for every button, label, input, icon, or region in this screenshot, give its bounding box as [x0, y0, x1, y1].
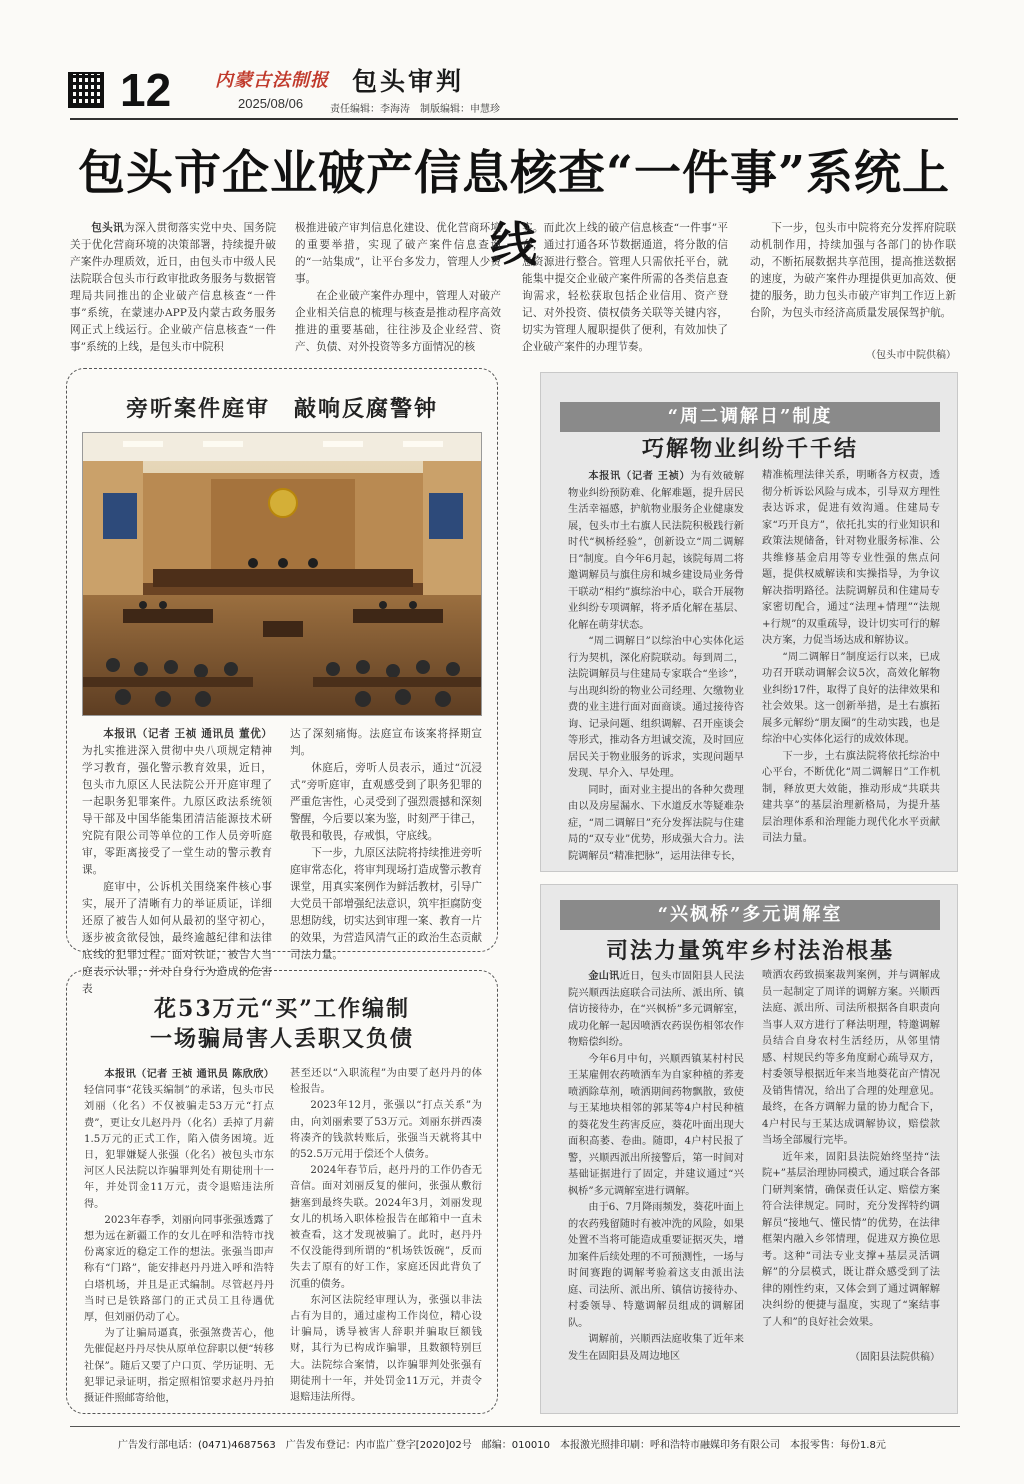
- section-title: 包头审判: [352, 67, 465, 96]
- paragraph: 今年6月中旬，兴顺西镇某村村民王某雇佣农药喷洒车为自家种植的荞麦喷洒除草剂，喷洒期间药物飘散，致使与王某地块相邻的郭某等4户村民种植的葵花发生药害反应，葵花叶面出现大面积高萎、卷曲。随即，4户村民报了警，兴顺西派出所接警后，第一时间对基础证据进行了固定，并建议通过“兴枫桥”多元调解室进行调解。: [568, 1053, 744, 1197]
- paragraph: 近年来，固阳县法院始终坚持“法院+”基层治理协同模式，通过联合各部门研判案情，确保责任认定、赔偿方案符合法律规定。同时，充分发挥特约调解员“接地气、懂民情”的优势，在法律框架内融入乡邻情理，促进双方换位思考。这种“司法专业支撑+基层灵活调解”的分层模式，既让群众感受到了法律的刚性约束，又体会到了通过调解解决纠纷的便捷与温度，实现了“案结事了人和”的良好社会效果。: [762, 1151, 940, 1328]
- lead-dateline: 包头讯: [91, 222, 124, 234]
- paragraph: 下一步，包头市中院将充分发挥府院联动机制作用，持续加强与各部门的协作联动，不断拓展数据共享范围，提高推送数据的速度，为破产案件办理提供更加高效、便捷的服务，助力包头市破产审判工作迈上新台阶，为包头市经济高质量发展保驾护航。: [750, 222, 956, 319]
- story2-col-left: [82, 726, 272, 998]
- courtroom-illustration: [83, 433, 482, 716]
- paragraph: 由于6、7月降雨频发，葵花叶面上的农药残留随时有被冲洗的风险，如果处置不当将可能造成重要证据灭失，增加案件后续处理的不可预测性，一场与时间赛跑的调解考验着这支由派出法庭、司法所、派出所、镇信访接待办、村委领导、特邀调解员组成的调解团队。: [568, 1202, 744, 1329]
- story4-kicker: “周二调解日”制度: [560, 402, 940, 432]
- issue-date: 2025/08/06: [238, 96, 304, 111]
- paragraph: 庭审中，公诉机关围绕案件核心事实，展开了清晰有力的举证质证，详细还原了被告人如何从最初的坚守初心，逐步被贪欲侵蚀，最终逾越纪律和法律底线的犯罪过程。面对铁证，被告人当庭表示认罪，并对自身行为造成的危害表: [82, 881, 272, 995]
- story4-dateline: 本报讯（记者 王祯）: [588, 470, 691, 482]
- paragraph: 精准梳理法律关系，明晰各方权责，透彻分析诉讼风险与成本，引导双方理性表达诉求，促进有效沟通。住建局专家“巧开良方”，依托扎实的行业知识和政策法规储备，针对物业服务标准、公共维修基金启用等专业性强的焦点问题，提供权威解读和实操指导，为争议解决指明路径。法院调解员和住建局专家密切配合，通过“法理+情理”“法规+行规”的双重疏导，设计切实可行的解决方案，力促当场达成和解协议。: [762, 470, 940, 646]
- paragraph: 2023年12月，张强以“打点关系”为由，向刘丽索要了53万元。刘丽东拼西凑将凑齐的钱款转账后，张强当天就将其中的52.5万元用于偿还个人债务。: [290, 1100, 482, 1161]
- story3-dateline: 本报讯（记者 王祯 通讯员 陈欣欣）: [104, 1068, 274, 1080]
- lead-col-4: [750, 220, 956, 322]
- story4-col-left: [568, 468, 744, 865]
- paragraph: 为深入贯彻落实党中央、国务院关于优化营商环境的决策部署，持续提升破产案件办理质效，近日，由包头市中级人民法院联合包头市行政审批政务服务与数据管理局共同推出的企业破产信息核查“一件事”系统，在蒙速办APP及内蒙古政务服务网正式上线运行。企业破产信息核查“一件事”系统的上线，是包头市中院积: [70, 222, 277, 353]
- lead-col-3: [522, 220, 728, 356]
- paragraph: “周二调解日”以综治中心实体化运行为契机，深化府院联动。每到周二，法院调解员与住建局专家联合“坐诊”，与出现纠纷的物业公司经理、欠缴物业费的业主进行面对面商谈。通过接待咨询、记录问题、组织调解、召开座谈会等形式，推动各方坦诚交流，及时回应居民关于物业服务的诉求，实现问题早发现、早介入、早处理。: [568, 636, 744, 779]
- paragraph: 东河区法院经审理认为，张强以非法占有为目的，通过虚构工作岗位，精心设计骗局，诱导被害人辞职并骗取巨额钱财，其行为已构成诈骗罪，且数额特别巨大。法院综合案情，以诈骗罪判处张强有期徒刑十一年，并处罚金11万元，并责令退赔违法所得。: [290, 1294, 482, 1404]
- footer-info: 广告发行部电话：(0471)4687563 广告发布登记：内市监广登字[2020]02号 邮编：010010 本报激光照排印刷：呼和浩特市融媒印务有限公司 本报零售：每份1.8元: [118, 1440, 886, 1451]
- story3-col-left: [84, 1066, 274, 1407]
- paragraph: 2024年春节后，赵丹丹的工作仍杳无音信。面对刘丽反复的催问，张强从敷衍搪塞到最终失联。2024年3月，刘丽发现女儿的机场入职体检报告在邮箱中一直未被查看，这才发现被骗了。此时，赵丹丹不仅没能得到所谓的“机场铁饭碗”，反而失去了原有的好工作，家庭还因此背负了沉重的债务。: [290, 1165, 482, 1290]
- story5-col-right: [762, 968, 940, 1331]
- story4-title: 巧解物业纠纷千千结: [641, 436, 858, 462]
- lead-col-2: [295, 220, 501, 356]
- paragraph: 为有效破解物业纠纷预防难、化解难题，提升居民生活幸福感，护航物业服务企业健康发展，包头市土右旗人民法院积极践行新时代“枫桥经验”，创新设立“周二调解日”制度。自今年6月起，该院每周二将邀调解员与旗住房和城乡建设局业务骨干联动“相约”旗综治中心，联合开展物业纠纷专项调解，将矛盾化解在基层、化解在萌芽状态。: [568, 471, 745, 631]
- editors-line: 责任编辑：李海涛 制版编辑：申慧珍: [330, 104, 500, 115]
- story3-title-line2: 一场骗局害人丢职又负债: [149, 1026, 414, 1052]
- story5-dateline: 金山讯: [588, 970, 620, 982]
- paragraph: 2023年春季，刘丽向同事张强透露了想为远在新疆工作的女儿在呼和浩特市找份离家近的稳定工作的想法。张强当即声称有“门路”，能安排赵丹丹进入呼和浩特白塔机场，并且是正式编制。尽管赵丹丹当时已是铁路部门的正式员工且待遇优厚，但刘丽仍动了心。: [84, 1214, 274, 1324]
- story5-kicker: “兴枫桥”多元调解室: [560, 900, 940, 930]
- paragraph: 调解前，兴顺西法庭收集了近年来发生在固阳县及周边地区: [568, 1334, 744, 1362]
- paragraph: 为扎实推进深入贯彻中央八项规定精神学习教育，强化警示教育效果，近日，包头市九原区人民法院公开开庭审理了一起职务犯罪案件。九原区政法系统领导干部及中国华能集团清洁能源技术研究院有限公司等单位的工作人员旁听庭审，零距离接受了一堂生动的警示教育课。: [82, 745, 272, 876]
- story4-col-right: [762, 468, 940, 848]
- story2-col-right: [290, 726, 482, 964]
- paragraph: 下一步，九原区法院将持续推进旁听庭审常态化，将审判现场打造成警示教育课堂，用真实案例作为鲜活教材，引导广大党员干部增强纪法意识，筑牢拒腐防变思想防线，切实达到审理一案、教育一片的效果，为营造风清气正的政治生态贡献司法力量。: [290, 847, 482, 961]
- paragraph: 轻信同事“花钱买编制”的承诺，包头市民刘丽（化名）不仅被骗走53万元“打点费”，更让女儿赵丹丹（化名）丢掉了月薪1.5万元的正式工作，陷入债务困境。近日，犯罪嫌疑人张强（化名）被包头市东河区人民法院以诈骗罪判处有期徒刑十一年，并处罚金11万元，责令退赔违法所得。: [84, 1085, 274, 1210]
- paragraph: “周二调解日”制度运行以来，已成功召开联动调解会议5次，高效化解物业纠纷17件，取得了良好的法律效果和社会效果。这一创新举措，是土右旗拓展多元解纷“朋友圈”的生动实践，也是综治中心实体化运行的成效体现。: [762, 651, 940, 745]
- paper-logo: 内蒙古法制报: [215, 70, 329, 91]
- paragraph: 近日，包头市固阳县人民法院兴顺西法庭联合司法所、派出所、镇信访接待办，在“兴枫桥”多元调解室，成功化解一起因喷洒农药误伤相邻农作物赔偿纠纷。: [568, 971, 745, 1048]
- paragraph: 在企业破产案件办理中，管理人对破产企业相关信息的梳理与核查是推动程序高效推进的重要基础，往往涉及企业经营、资产、负债、对外投资等多方面情况的核: [295, 290, 501, 353]
- paragraph: 甚至还以“入职流程”为由要了赵丹丹的体检报告。: [290, 1068, 482, 1096]
- lead-col-1: [70, 220, 276, 356]
- footer-rule: [70, 1426, 960, 1427]
- story5-title: 司法力量筑牢乡村法治根基: [605, 938, 894, 964]
- courtroom-photo: [82, 432, 482, 716]
- story2-dateline: 本报讯（记者 王祯 通讯员 董优）: [103, 728, 272, 740]
- paragraph: 极推进破产审判信息化建设、优化营商环境的重要举措，实现了破产案件信息查询的“一站集成”，让平台多发力，管理人少费事。: [295, 222, 501, 285]
- paragraph: 达了深刻痛悔。法庭宣布该案将择期宣判。: [290, 728, 482, 757]
- masthead-rule: [70, 118, 958, 120]
- paragraph: 下一步，土右旗法院将依托综治中心平台，不断优化“周二调解日”工作机制，释放更大效能，推动形成“共联共建共享”的基层治理新格局，为提升基层治理体系和治理能力现代化水平贡献司法力量。: [762, 750, 940, 844]
- paragraph: 实。而此次上线的破产信息核查“一件事”平台，通过打通各环节数据通道，将分散的信息资源进行整合。管理人只需依托平台，就能集中提交企业破产案件所需的各类信息查询需求，轻松获取包括企业信用、资产登记、对外投资、债权债务关联等关键内容，切实为管理人履职提供了便利，有效加快了企业破产案件的办理节奏。: [522, 222, 728, 353]
- story5-col-left: [568, 968, 744, 1365]
- qr-code: [68, 72, 104, 108]
- paragraph: 休庭后，旁听人员表示，通过“沉浸式”旁听庭审，直观感受到了职务犯罪的严重危害性，心灵受到了强烈震撼和深刻警醒，今后要以案为鉴，时刻严于律己，敬畏和敬畏，存戒惧，守底线。: [290, 762, 482, 842]
- paragraph: 为了让骗局逼真，张强煞费苦心，他先催促赵丹丹尽快从原单位辞职以便“转移社保”。随后又要了户口页、学历证明、无犯罪记录证明，指定照相馆要求赵丹丹拍摄证件照邮寄给他，: [84, 1328, 274, 1405]
- story3-col-right: [290, 1066, 482, 1406]
- story3-title-line1: 花53万元“买”工作编制: [154, 996, 410, 1022]
- lead-credit: （包头市中院供稿）: [866, 350, 956, 361]
- story2-title: 旁听案件庭审 敲响反腐警钟: [125, 396, 438, 422]
- page-number: 12: [120, 64, 172, 116]
- story5-credit: （固阳县法院供稿）: [850, 1352, 940, 1363]
- main-headline: 包头市企业破产信息核查“一件事”系统上线: [77, 146, 951, 273]
- paragraph: 喷洒农药致损案裁判案例，并与调解成员一起制定了周详的调解方案。兴顺西法庭、派出所、司法所根据各自职责向当事人双方进行了释法明理，特邀调解员结合自身农村生活经历，从邻里情感、村规民约等多角度耐心疏导双方，村委领导根据近年来当地葵花亩产情况及销售情况，给出了合理的处理意见。最终，在各方调解力量的协力配合下，4户村民与王某达成调解协议，赔偿款当场全部履行完毕。: [762, 970, 940, 1146]
- paragraph: 同时，面对业主提出的各种欠费理由以及房屋漏水、下水道反水等疑难杂症，“周二调解日”充分发挥法院与住建局的“双专业”优势，形成强大合力。法院调解员“精准把脉”，运用法律专长，: [568, 784, 744, 862]
